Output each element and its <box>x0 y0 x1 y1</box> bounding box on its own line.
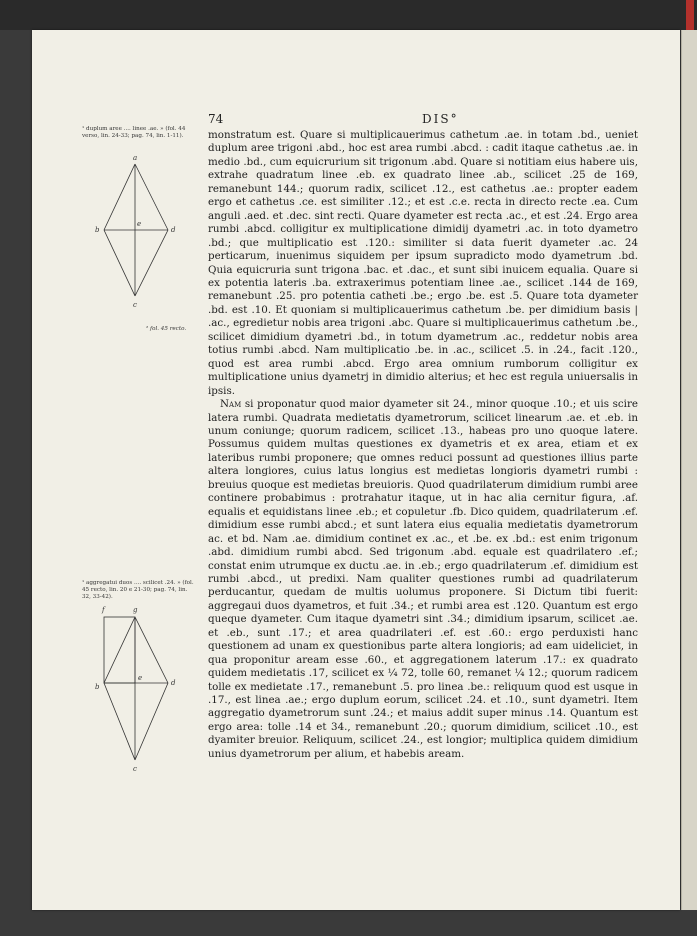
scanner-top-band <box>0 0 697 30</box>
paragraph-2 <box>208 398 638 761</box>
paragraph-1: monstratum est. Quare si multiplicauerimus cathetum .ae. in totam .bd., ueniet duplum aree trigoni .abd., hoc est area rumbi .abcd. : cadit itaque cathetus .ae. in medio .bd., cum equicrurium sit trigonum .abd. Quare si notitiam eius habere uis, extrahe quadratum linee .eb. ex quadrato linee .ab., scilicet .25 de 169, remanebunt 144.; quorum radix, scilicet .12., est cathetus .ae.: propter eadem ergo et cathetus .ce. est similiter .12.; et est .c.e. recta in directo recte .ea. Cum anguli .aed. et .dec. sint recti. Quare dyameter est recta .ac., et est .24. Ergo area rumbi .abcd. colligitur ex multiplicatione dimidij dyametri .ac. in toto dyametro .bd.; que multiplicatio est .120.: similiter si data fuerit dyameter .ac. 24 perticarum, inuenimus siquidem per ipsum supradicto modo dyametrum .bd. Quia equicruria sunt trigona .bac. et .dac., et sunt sibi inuicem equalia. Quare si ex potentia lateris .ba. extraxerimus potentiam linee .ae., scilicet .144 de 169, remanebunt .25. pro potentia catheti .be.; ergo .be. est .5. Quare tota dyameter .bd. est .10. Et quoniam si multiplicauerimus cathetum .be. per dimidium basis | .ac., egredietur nobis area trigoni .abc. Quare si multiplicauerimus cathetum .be., scilicet dimidium dyametri .bd., in totum dyametrum .ac., reddetur nobis area totius rumbi .abcd. Nam multiplicatio .be. in .ac., scilicet .5. in .24., facit .120., quod est area rumbi .abcd. Ergo area omnium rumborum colligitur ex multiplicatione unius dyametrj in dimidio alterius; et hec est regula uniuersalis in ipsis. <box>208 129 638 397</box>
fig2-label-d: d <box>171 679 176 687</box>
fig2-label-c: c <box>133 765 137 773</box>
rhombus-figure-2 <box>92 600 188 776</box>
page-number: 74 <box>208 112 224 126</box>
fig1-label-c: c <box>133 301 137 309</box>
paragraph-2-text: si proponatur quod maior dyameter sit 24., minor quoque .10.; et uis scire latera rumbi. Quadrata medietatis dyametrorum, scilicet linearum .ae. et .eb. in unum coniunge; quorum radicem, scilicet .13., habeas pro uno quoque latere. Possumus quidem multas questiones ex dyametris et ex area, etiam et ex lateribus rumbi proponere; que omnes reduci possunt ad questiones illius parte altera longiores, cuius latus longius est medietas longioris dyametri rumbi : breuius quoque est medietas breuioris. Quod quadrilaterum dimidium rumbi aree continere probabimus : protrahatur itaque, ut in hac alia cernitur figura, .af. equalis et equidistans linee .eb.; et copuletur .fb. Dico quidem, quadrilaterum .ef. dimidium esse rumbi abcd.; et sunt latera eius equalia medietatis dyametrorum ac. et bd. Nam .ae. dimidium continet ex .ac., et .be. ex .bd.: est enim trigonum .abd. dimidium rumbi abcd. Sed trigonum .abd. equale est quadrilatero .ef.; constat enim utrumque ex ductu .ae. in .eb.; ergo quadrilaterum .ef. dimidium est rumbi .abcd., ut predixi. Nam qualiter questiones rumbi ad quadrilaterum perducantur, quedam de multis uolumus proponere. Si Dictum tibi fuerit: aggregaui duos dyametros, et fuit .34.; et rumbi area est .120. Quantum est ergo queque dyameter. Cum itaque dyametri sint .34.; dimidium ipsarum, scilicet .ae. et .eb., sunt .17.; et area quadrilateri .ef. est .60.: ergo perduxisti hanc questionem ad unam ex questionibus parte altera longioris; ad eam uideliciet, in qua proponitur aream esse .60., et aggregationem laterum .17.: ex quadrato quidem medietatis .17, scilicet ex ¼ 72, tolle 60, remanet ¼ 12.; quorum radicem tolle ex medietate .17., remanebunt .5. pro linea .be.: reliquum quod est usque in .17., est linea .ae.; ergo duplum eorum, scilicet .24. et .10., sunt dyametri. Item aggregatio dyametrorum sunt .24.; et maius addit super minus .14. Quantum est ergo area: tolle .14 et 34., remanebunt .20.; quorum dimidium, scilicet .10., est dyamiter breuior. Reliquum, scilicet .24., est longior; multiplica quidem dimidium unius dyametrorum per alium, et habebis aream. <box>208 398 638 760</box>
fig2-label-e: e <box>138 674 143 682</box>
fig1-label-e: e <box>137 220 142 228</box>
facing-page-edge <box>681 30 697 910</box>
margin-note-2: ² fol. 45 recto. <box>146 326 187 332</box>
margin-note-3: ¹ aggregatui duos .... scilicet .24. » (fol. 45 recto, lin. 20 e 21-30; pag. 74, lin. 32, 33-42). <box>82 580 194 600</box>
fig2-label-g: g <box>133 606 138 614</box>
main-text <box>208 129 638 761</box>
fig1-label-b: b <box>95 226 100 234</box>
paragraph-2-lead: Nam <box>220 398 242 411</box>
running-head: DIS° <box>422 112 459 126</box>
fig2-label-b: b <box>95 683 100 691</box>
fig2-label-f: f <box>102 606 105 614</box>
fig1-label-d: d <box>171 226 176 234</box>
rhombus-figure-1 <box>92 150 188 310</box>
margin-note-1: ¹ duplum aree .... linee .ae. » (fol. 44 verso, lin. 24-33; pag. 74, lin. 1-11). <box>82 126 186 139</box>
fig1-label-a: a <box>133 154 138 162</box>
